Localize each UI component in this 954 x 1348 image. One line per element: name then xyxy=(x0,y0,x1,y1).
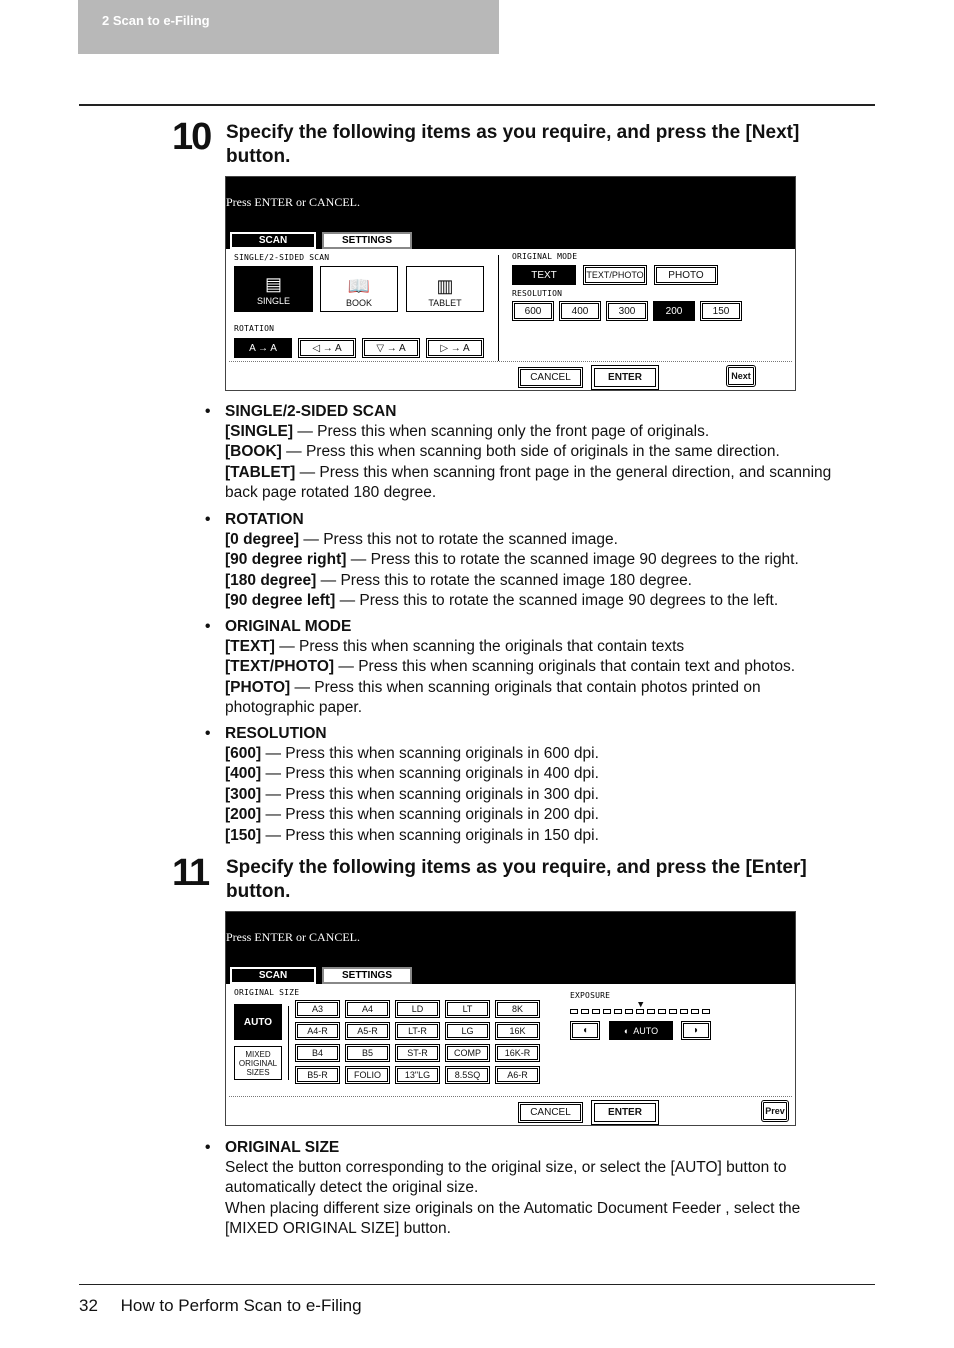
exposure-marker-icon: ▼ xyxy=(638,1000,644,1010)
resolution-150-button[interactable]: 150 xyxy=(700,301,742,321)
resolution-200-button[interactable]: 200 xyxy=(653,301,695,321)
exposure-lighter-button[interactable] xyxy=(570,1021,600,1040)
size-button[interactable]: B5-R xyxy=(295,1066,340,1084)
mode-text-button[interactable]: TEXT xyxy=(512,265,576,285)
exposure-scale xyxy=(570,1000,716,1014)
prev-button[interactable]: Prev xyxy=(761,1100,789,1122)
size-button[interactable]: A4-R xyxy=(295,1022,340,1040)
size-button[interactable]: LT-R xyxy=(395,1022,440,1040)
resolution-600-button[interactable]: 600 xyxy=(512,301,554,321)
exposure-darker-button[interactable] xyxy=(681,1021,711,1040)
mode-photo-button[interactable]: PHOTO xyxy=(654,265,718,285)
tablet-icon: ▥ xyxy=(436,276,454,296)
exposure-step xyxy=(647,1009,655,1014)
scan-settings-panel xyxy=(225,176,796,391)
tab-settings[interactable]: SETTINGS xyxy=(322,232,412,249)
tab-scan[interactable]: SCAN xyxy=(230,232,316,249)
exposure-step xyxy=(680,1009,688,1014)
size-button[interactable]: LG xyxy=(445,1022,490,1040)
size-button[interactable]: 8.5SQ xyxy=(445,1066,490,1084)
scan-label: SINGLE/2-SIDED SCAN xyxy=(234,253,330,262)
size-button[interactable]: 13"LG xyxy=(395,1066,440,1084)
size-button[interactable]: A4 xyxy=(345,1000,390,1018)
book-button[interactable]: 📖 BOOK xyxy=(320,266,398,312)
rotation-90-right-button[interactable]: ◁ → A xyxy=(298,338,356,358)
size-button[interactable]: 16K-R xyxy=(495,1044,540,1062)
step-title-10: Specify the following items as you require, and press the [Next] button. xyxy=(226,122,800,167)
tab-scan[interactable]: SCAN xyxy=(230,967,316,984)
exposure-label: EXPOSURE xyxy=(570,991,611,1000)
panel-dotted-divider xyxy=(229,1096,792,1097)
size-button[interactable]: ST-R xyxy=(395,1044,440,1062)
size-button[interactable]: A6-R xyxy=(495,1066,540,1084)
footer-title: How to Perform Scan to e-Filing xyxy=(120,1296,362,1315)
resolution-400-button[interactable]: 400 xyxy=(559,301,601,321)
auto-size-button[interactable]: AUTO xyxy=(234,1004,282,1040)
exposure-step xyxy=(570,1009,578,1014)
resolution-label: RESOLUTION xyxy=(512,289,563,298)
half-moon-right-icon: ◗ xyxy=(692,1025,700,1036)
rotation-90-left-button[interactable]: ▷ → A xyxy=(426,338,484,358)
panel-divider xyxy=(498,255,499,361)
rotation-180-button[interactable]: ▽ → A xyxy=(362,338,420,358)
exposure-step xyxy=(636,1009,644,1014)
exposure-step xyxy=(603,1009,611,1014)
size-divider xyxy=(288,1006,289,1080)
step-number-10: 10 xyxy=(172,116,211,158)
rotation-0-button[interactable]: A → A xyxy=(234,338,292,358)
panel-message: Press ENTER or CANCEL. xyxy=(226,195,360,209)
section-title: 2 Scan to e-Filing xyxy=(102,13,210,28)
single-button[interactable]: ▤ SINGLE xyxy=(234,266,313,312)
mixed-sizes-button[interactable]: MIXED ORIGINAL SIZES xyxy=(234,1046,282,1080)
original-size-panel xyxy=(225,911,796,1126)
cancel-button[interactable]: CANCEL xyxy=(518,1102,583,1123)
exposure-step xyxy=(592,1009,600,1014)
panel-dotted-divider xyxy=(229,361,792,362)
cancel-button[interactable]: CANCEL xyxy=(518,367,583,388)
size-button[interactable]: B5 xyxy=(345,1044,390,1062)
exposure-step xyxy=(581,1009,589,1014)
panel-message: Press ENTER or CANCEL. xyxy=(226,930,360,944)
page-footer xyxy=(79,1296,362,1316)
exposure-auto-button[interactable]: ◐ AUTO xyxy=(609,1021,673,1040)
size-button[interactable]: LD xyxy=(395,1000,440,1018)
exposure-step xyxy=(669,1009,677,1014)
enter-button[interactable]: ENTER xyxy=(591,1100,659,1125)
bottom-rule xyxy=(79,1284,875,1285)
next-button[interactable]: Next xyxy=(726,365,756,387)
exposure-step xyxy=(614,1009,622,1014)
mode-label: ORIGINAL MODE xyxy=(512,252,578,261)
size-button[interactable]: LT xyxy=(445,1000,490,1018)
enter-button[interactable]: ENTER xyxy=(591,365,659,390)
page-number: 32 xyxy=(79,1296,98,1315)
size-button[interactable]: FOLIO xyxy=(345,1066,390,1084)
half-moon-left-icon: ◖ xyxy=(581,1025,589,1036)
size-button[interactable]: COMP xyxy=(445,1044,490,1062)
size-button[interactable]: A5-R xyxy=(345,1022,390,1040)
mode-text-photo-button[interactable]: TEXT/PHOTO xyxy=(583,265,647,285)
exposure-step xyxy=(691,1009,699,1014)
size-button[interactable]: B4 xyxy=(295,1044,340,1062)
tablet-button[interactable]: ▥ TABLET xyxy=(406,266,484,312)
step-number-11: 11 xyxy=(172,852,209,894)
exposure-step xyxy=(658,1009,666,1014)
resolution-300-button[interactable]: 300 xyxy=(606,301,648,321)
section-header xyxy=(78,0,499,54)
rotation-label: ROTATION xyxy=(234,324,275,333)
exposure-step xyxy=(702,1009,710,1014)
top-rule xyxy=(79,104,875,106)
size-button[interactable]: 8K xyxy=(495,1000,540,1018)
size-button[interactable]: A3 xyxy=(295,1000,340,1018)
size-label: ORIGINAL SIZE xyxy=(234,988,300,997)
step-title-11: Specify the following items as you require, and press the [Enter] button. xyxy=(226,857,807,902)
contrast-icon: ◐ xyxy=(623,1025,630,1036)
exposure-step xyxy=(625,1009,633,1014)
tab-settings[interactable]: SETTINGS xyxy=(322,967,412,984)
size-button[interactable]: 16K xyxy=(495,1022,540,1040)
book-icon: 📖 xyxy=(347,276,371,296)
single-page-icon: ▤ xyxy=(264,274,282,294)
